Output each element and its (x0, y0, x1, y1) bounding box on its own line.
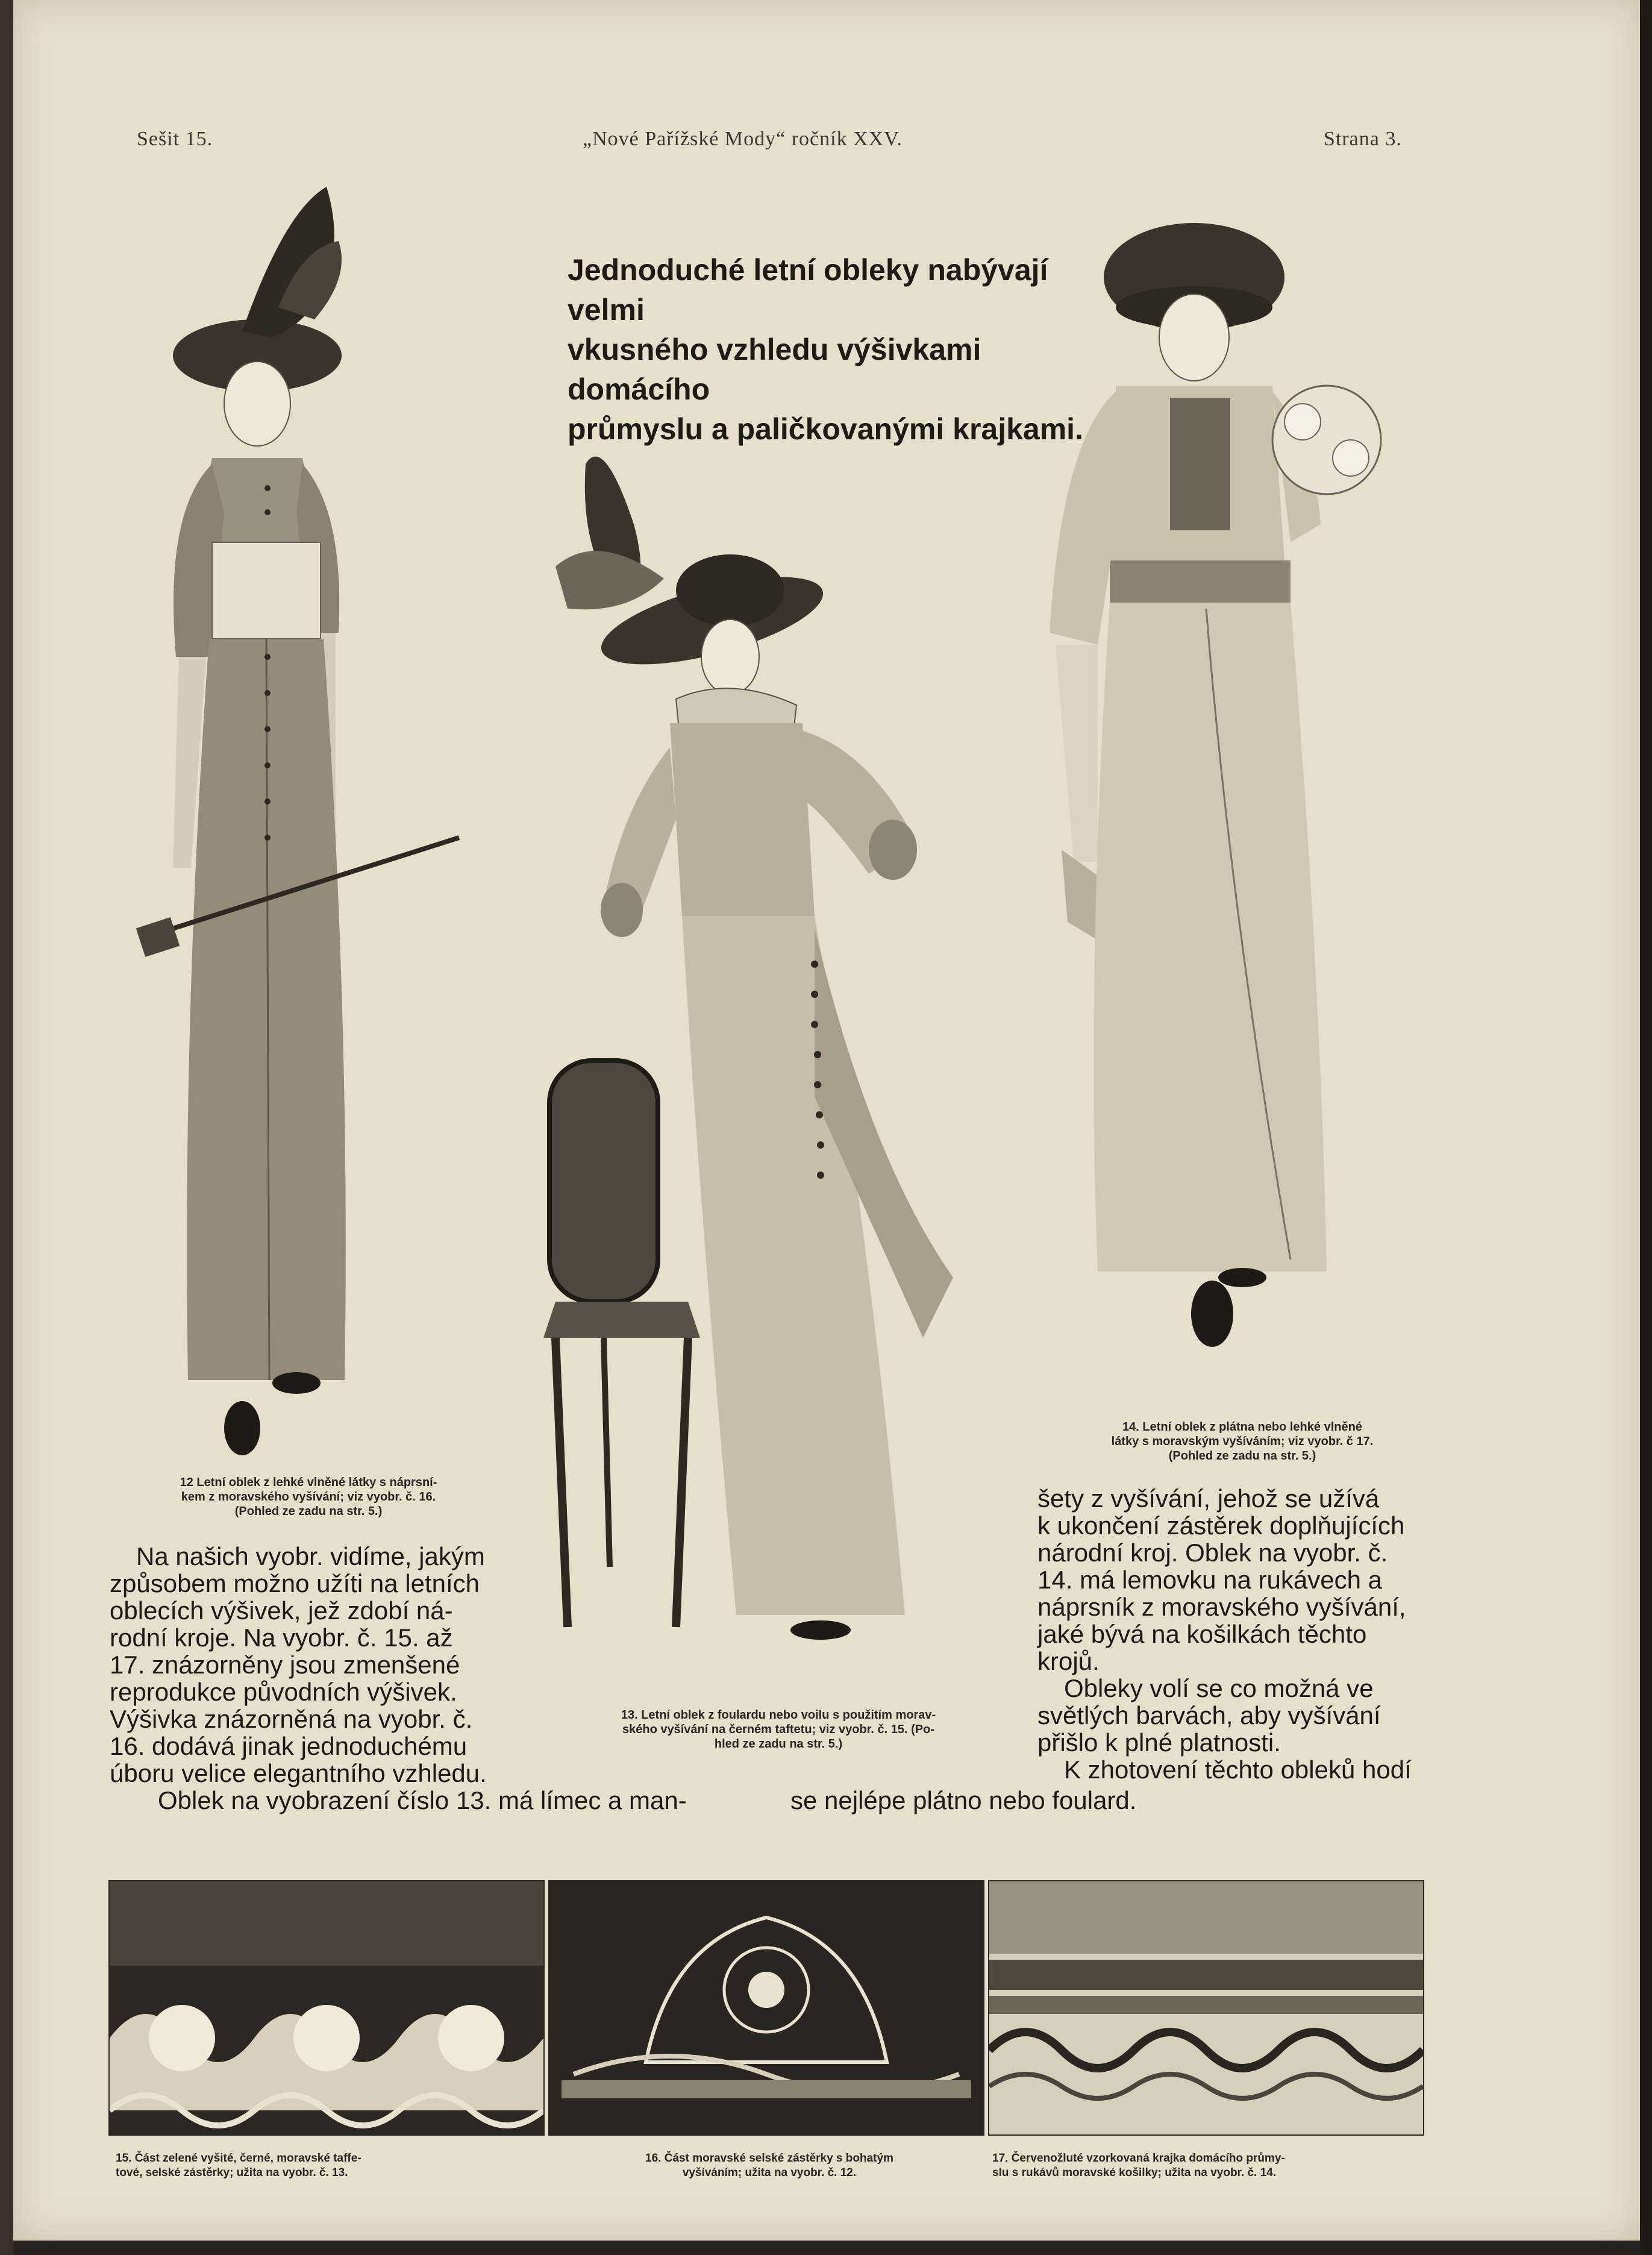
text-line: rodní kroje. Na vyobr. č. 15. až (110, 1623, 453, 1652)
text-line: krojů. (1037, 1647, 1100, 1675)
caption-line: 17. Červenožluté vzorkovaná krajka domácího průmy- (992, 2152, 1285, 2165)
article-text-right-last (790, 1787, 1272, 1814)
caption-line: (Pohled ze zadu na str. 5.) (234, 1505, 383, 1518)
fashion-illustration-12 (122, 175, 495, 1464)
headline-line: průmyslu a paličkovanými krajkami. (568, 412, 1083, 446)
caption-fig15 (116, 2151, 537, 2180)
header-title: „Nové Pařížské Mody“ ročník XXV. (583, 128, 903, 150)
caption-line: látky s moravským vyšíváním; viz vyobr. č 17. (1111, 1435, 1374, 1448)
headline-line: vkusného vzhledu výšivkami domácího (568, 333, 981, 406)
text-line: světlých barvách, aby vyšívání (1037, 1701, 1381, 1730)
caption-line: 15. Část zelené vyšité, černé, moravské taffe- (116, 2152, 361, 2165)
article-text-left-last (158, 1787, 784, 1814)
caption-line: 12 Letní oblek z lehké vlněné látky s náprsní- (180, 1476, 437, 1489)
header-issue: Sešit 15. (137, 128, 213, 150)
lace-sample-17 (988, 1880, 1424, 2136)
text-line: 17. znázorněny jsou zmenšené (110, 1651, 460, 1679)
fashion-illustration-14 (1013, 187, 1447, 1380)
header-page-number: Strana 3. (1324, 128, 1402, 150)
caption-line: kem z moravského vyšívání; viz vyobr. č. 16. (181, 1490, 436, 1504)
caption-line: ského vyšívání na černém taftetu; viz vyobr. č. 15. (Po- (622, 1723, 934, 1736)
caption-fig12 (110, 1475, 507, 1519)
headline-line: Jednoduché letní obleky nabývají velmi (568, 253, 1048, 327)
caption-line: vyšíváním; užita na vyobr. č. 12. (682, 2166, 857, 2179)
article-text-left (110, 1543, 507, 1787)
text-line: přišlo k plné platnosti. (1037, 1728, 1281, 1757)
caption-line: tové, selské zástěrky; užita na vyobr. č. 13. (116, 2166, 348, 2179)
text-line: K zhotovení těchto obleků hodí (1064, 1755, 1412, 1784)
text-line: oblecích výšivek, jež zdobí ná- (110, 1596, 453, 1625)
text-line: náprsník z moravského vyšívání, (1037, 1593, 1406, 1621)
caption-fig17 (992, 2151, 1426, 2180)
text-line: Na našich vyobr. vidíme, jakým (136, 1542, 485, 1570)
caption-line: (Pohled ze zadu na str. 5.) (1168, 1449, 1316, 1463)
text-line: k ukončení zástěrek doplňujících (1037, 1511, 1405, 1540)
text-line: reprodukce původních výšivek. (110, 1678, 457, 1706)
text-line: Oblek na vyobrazení číslo 13. má límec a man- (158, 1786, 687, 1814)
caption-fig14 (1037, 1420, 1447, 1463)
text-line: Obleky volí se co možná ve (1064, 1674, 1374, 1702)
caption-line: 13. Letní oblek z foulardu nebo voilu s použitím morav- (621, 1708, 936, 1722)
text-line: Výšivka znázorněná na vyobr. č. (110, 1705, 473, 1733)
text-line: 14. má lemovku na rukávech a (1037, 1566, 1382, 1594)
article-text-right (1037, 1485, 1441, 1783)
magazine-page (13, 0, 1640, 2241)
text-line: úboru velice elegantního vzhledu. (110, 1759, 487, 1787)
page-edge-shadow (1640, 0, 1652, 2255)
text-line: šety z vyšívání, jehož se užívá (1037, 1484, 1380, 1513)
text-line: 16. dodává jinak jednoduchému (110, 1732, 468, 1760)
caption-fig13 (531, 1708, 1025, 1751)
text-line: se nejlépe plátno nebo foulard. (790, 1786, 1137, 1814)
caption-line: 14. Letní oblek z plátna nebo lehké vlněné (1122, 1420, 1362, 1434)
caption-line: slu s rukávů moravské košilky; užita na vyobr. č. 14. (992, 2166, 1277, 2179)
text-line: jaké bývá na košilkách těchto (1037, 1620, 1367, 1648)
fashion-illustration-13 (531, 434, 989, 1663)
lace-sample-15 (108, 1880, 545, 2136)
lace-sample-16 (548, 1880, 984, 2136)
text-line: způsobem možno užíti na letních (110, 1569, 480, 1598)
book-spine (0, 0, 13, 2255)
caption-fig16 (577, 2151, 962, 2180)
caption-line: 16. Část moravské selské zástěrky s bohatým (645, 2152, 893, 2165)
text-line: národní kroj. Oblek na vyobr. č. (1037, 1538, 1388, 1567)
caption-line: hled ze zadu na str. 5.) (714, 1737, 843, 1751)
